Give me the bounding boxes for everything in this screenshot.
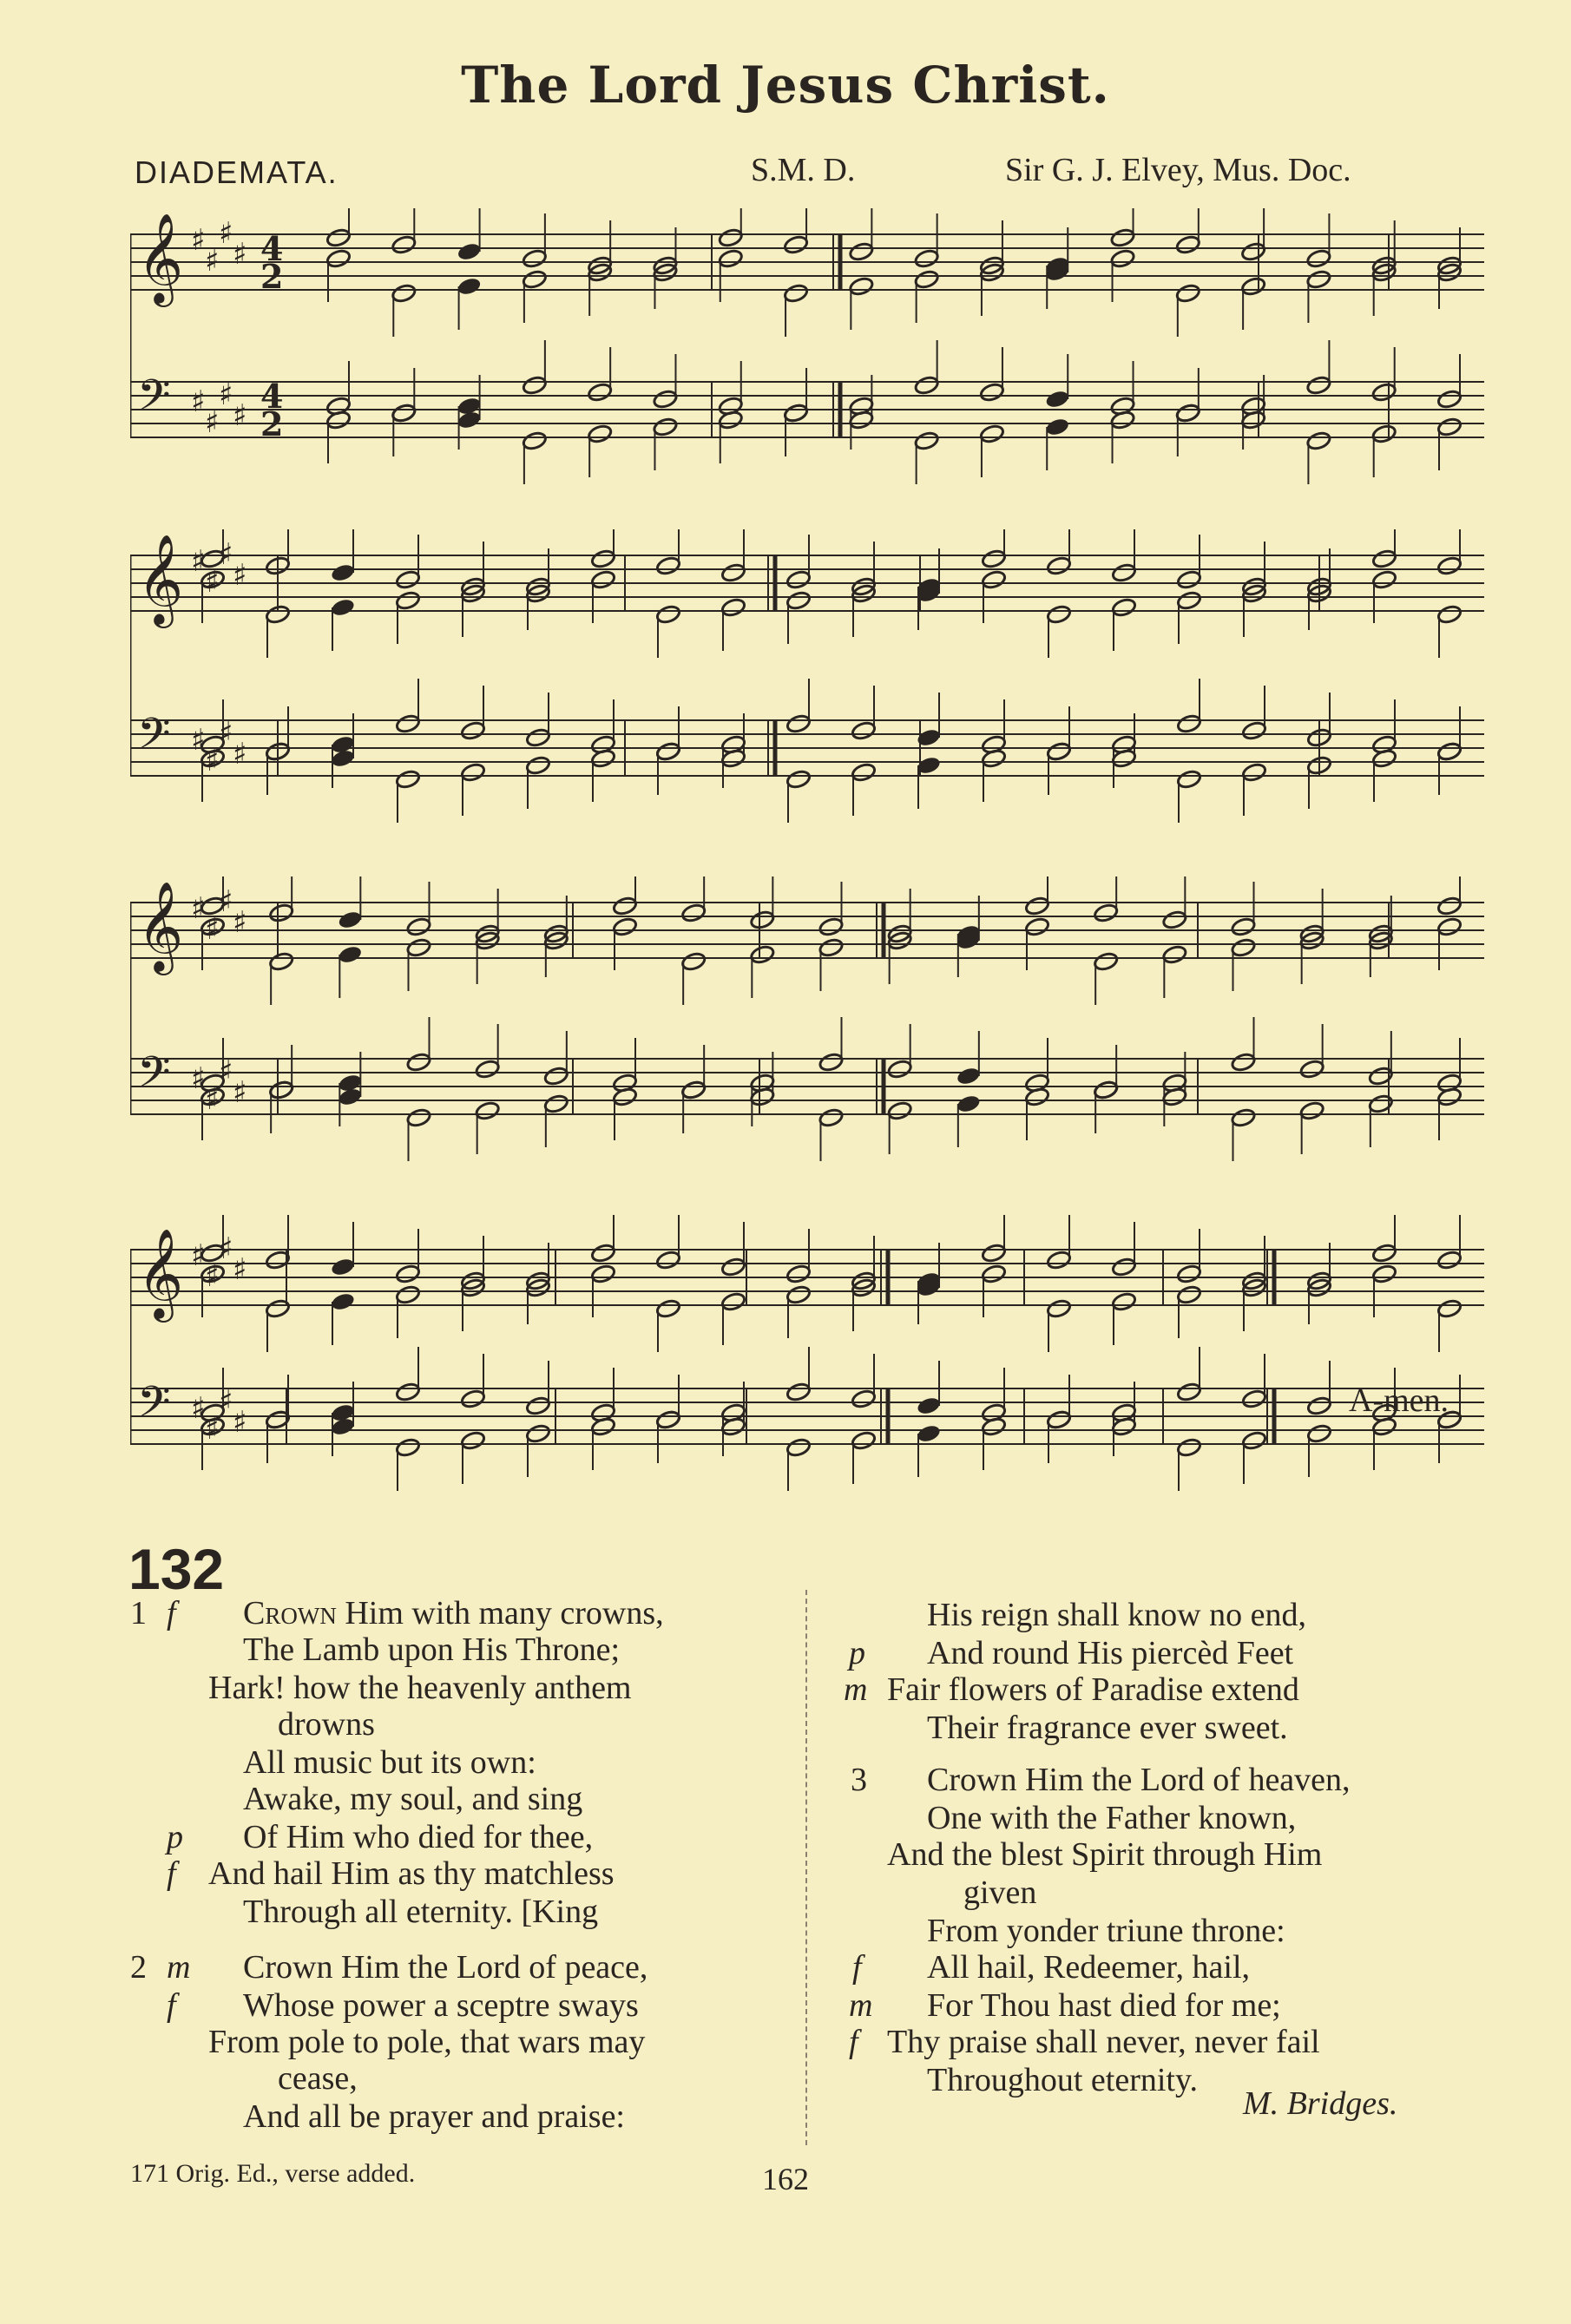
note-head xyxy=(1305,269,1331,290)
note-head xyxy=(268,951,294,972)
note-head xyxy=(1093,903,1119,923)
note-head xyxy=(590,1243,616,1264)
svg-text:𝄞: 𝄞 xyxy=(137,881,184,972)
note-head xyxy=(1231,1052,1257,1073)
note-head xyxy=(391,234,417,255)
dynamic-marking: m xyxy=(849,1987,873,2024)
svg-text:♯: ♯ xyxy=(205,1259,220,1294)
svg-text:♯: ♯ xyxy=(219,216,233,251)
verses-right-column xyxy=(833,1597,1493,2098)
svg-text:♯: ♯ xyxy=(233,398,247,433)
svg-text:♯: ♯ xyxy=(191,891,206,926)
note-head xyxy=(1305,248,1331,269)
note-head xyxy=(1231,916,1257,937)
verse-line: cease, xyxy=(278,2060,358,2097)
verse-number: 1 xyxy=(130,1595,147,1631)
note-head xyxy=(406,1052,432,1073)
verse-line: Crown Him the Lord of heaven, xyxy=(927,1762,1351,1798)
note-head xyxy=(1231,1107,1257,1128)
note-head xyxy=(786,1437,812,1458)
note-head xyxy=(475,1059,501,1080)
note-head xyxy=(1436,916,1463,937)
note-head xyxy=(406,1107,432,1128)
note-head xyxy=(1305,430,1331,451)
note-head xyxy=(851,1430,877,1451)
note-head xyxy=(1436,417,1463,437)
music-system-4 xyxy=(130,1215,1484,1536)
column-divider xyxy=(805,1590,807,2145)
note-head xyxy=(1436,1298,1463,1319)
svg-text:♯: ♯ xyxy=(191,384,206,419)
hymn-number: 132 xyxy=(128,1537,225,1601)
verse-line: Hark! how the heavenly anthem xyxy=(208,1670,632,1706)
note-head xyxy=(749,909,775,930)
note-head xyxy=(1241,1430,1267,1451)
note-head xyxy=(783,283,809,304)
note-head xyxy=(460,1430,486,1451)
note-head xyxy=(265,604,291,625)
music-system-2 xyxy=(130,529,1484,824)
note-head xyxy=(587,382,613,403)
music-system-3 xyxy=(130,876,1484,1172)
verse-line: Crown Him with many crowns, xyxy=(243,1595,664,1631)
note-head xyxy=(680,1080,707,1100)
svg-text:4: 4 xyxy=(260,229,284,268)
note-head xyxy=(1093,951,1119,972)
note-head xyxy=(680,903,707,923)
note-head xyxy=(525,755,551,776)
note-head xyxy=(720,1257,746,1277)
note-head xyxy=(460,1388,486,1409)
svg-text:𝄢: 𝄢 xyxy=(137,1377,171,1438)
note-head xyxy=(1371,548,1397,569)
note-head xyxy=(653,417,679,437)
dynamic-marking: f xyxy=(167,1595,176,1631)
svg-text:𝄢: 𝄢 xyxy=(137,1047,171,1108)
svg-text:2: 2 xyxy=(260,257,284,296)
note-head xyxy=(395,1382,421,1402)
note-head xyxy=(786,1284,812,1305)
dynamic-marking: f xyxy=(849,2024,858,2060)
note-head xyxy=(1176,713,1202,734)
note-head xyxy=(979,423,1005,444)
note-head xyxy=(460,720,486,741)
note-head xyxy=(1371,1264,1397,1284)
note-head xyxy=(590,1264,616,1284)
svg-text:♯: ♯ xyxy=(219,537,233,572)
note-head xyxy=(590,548,616,569)
svg-text:♯: ♯ xyxy=(233,558,247,593)
note-head xyxy=(1368,1066,1394,1087)
note-head xyxy=(718,227,744,248)
note-head xyxy=(1368,1093,1394,1114)
svg-text:♯: ♯ xyxy=(191,723,206,758)
note-head xyxy=(851,1388,877,1409)
note-head xyxy=(1176,1437,1202,1458)
svg-text:♯: ♯ xyxy=(191,223,206,258)
note-head xyxy=(1176,569,1202,590)
note-head xyxy=(330,1291,356,1312)
note-head xyxy=(720,1291,746,1312)
note-head xyxy=(914,430,940,451)
svg-text:♯: ♯ xyxy=(191,1391,206,1426)
note-head xyxy=(1093,1080,1119,1100)
svg-text:♯: ♯ xyxy=(219,716,233,751)
svg-text:♯: ♯ xyxy=(233,1252,247,1287)
verse-line: From pole to pole, that wars may xyxy=(208,2024,646,2060)
note-head xyxy=(1046,1250,1072,1270)
svg-text:♯: ♯ xyxy=(219,884,233,919)
verse-line: All hail, Redeemer, hail, xyxy=(927,1949,1251,1986)
verse-line: And all be prayer and praise: xyxy=(243,2098,625,2135)
note-head xyxy=(655,1409,681,1430)
note-head xyxy=(1436,389,1463,410)
note-head xyxy=(1046,1409,1072,1430)
note-head xyxy=(818,916,845,937)
note-head xyxy=(1161,944,1187,965)
svg-text:♯: ♯ xyxy=(205,565,220,600)
note-head xyxy=(783,403,809,423)
note-head xyxy=(981,548,1007,569)
svg-text:♯: ♯ xyxy=(233,905,247,940)
note-head xyxy=(325,227,352,248)
note-head xyxy=(720,597,746,618)
note-head xyxy=(1175,283,1201,304)
svg-text:♯: ♯ xyxy=(233,1075,247,1110)
verse-line: Through all eternity. [King xyxy=(243,1894,599,1930)
verse-line: For Thou hast died for me; xyxy=(927,1987,1281,2024)
verse-number: 2 xyxy=(130,1949,147,1986)
note-head xyxy=(655,555,681,576)
note-head xyxy=(1306,1395,1332,1416)
note-head xyxy=(337,909,363,930)
note-head xyxy=(1044,389,1070,410)
note-head xyxy=(612,896,638,916)
composer: Sir G. J. Elvey, Mus. Doc. xyxy=(1005,152,1351,188)
note-head xyxy=(1176,1264,1202,1284)
page-number: 162 xyxy=(762,2162,809,2196)
dynamic-marking: p xyxy=(167,1819,183,1855)
note-head xyxy=(655,741,681,762)
note-head xyxy=(1176,1382,1202,1402)
amen-label: A-men. xyxy=(1349,1382,1449,1419)
meter: S.M. D. xyxy=(751,152,856,188)
verse-line: One with the Father known, xyxy=(927,1800,1297,1836)
note-head xyxy=(590,569,616,590)
note-head xyxy=(981,1243,1007,1264)
note-head xyxy=(1175,234,1201,255)
dynamic-marking: f xyxy=(167,1855,176,1892)
note-head xyxy=(1175,403,1201,423)
svg-text:♯: ♯ xyxy=(191,544,206,579)
note-head xyxy=(475,1100,501,1121)
svg-text:♯: ♯ xyxy=(233,237,247,272)
verse-line: His reign shall know no end, xyxy=(927,1597,1306,1633)
svg-text:♯: ♯ xyxy=(205,244,220,279)
verse-line: given xyxy=(963,1874,1037,1911)
note-head xyxy=(1240,241,1266,262)
note-head xyxy=(406,916,432,937)
svg-text:2: 2 xyxy=(260,404,284,443)
note-head xyxy=(718,248,744,269)
note-head xyxy=(786,590,812,611)
verse-line: Throughout eternity. xyxy=(927,2062,1199,2098)
verse-line: And round His piercèd Feet xyxy=(927,1635,1294,1671)
note-head xyxy=(1436,896,1463,916)
note-head xyxy=(848,241,874,262)
note-head xyxy=(786,769,812,790)
verse-line: From yonder triune throne: xyxy=(927,1913,1285,1949)
note-head xyxy=(395,1437,421,1458)
note-head xyxy=(543,1066,569,1087)
note-head xyxy=(395,713,421,734)
note-head xyxy=(786,569,812,590)
note-head xyxy=(1046,604,1072,625)
svg-text:♯: ♯ xyxy=(191,1238,206,1273)
note-head xyxy=(979,382,1005,403)
dynamic-marking: f xyxy=(852,1949,862,1986)
note-head xyxy=(786,713,812,734)
note-head xyxy=(851,762,877,783)
note-head xyxy=(1046,1298,1072,1319)
verse-line: drowns xyxy=(278,1706,375,1743)
note-head xyxy=(786,1264,812,1284)
note-head xyxy=(395,769,421,790)
music-system-1 xyxy=(130,208,1484,486)
note-head xyxy=(981,1264,1007,1284)
note-head xyxy=(395,590,421,611)
note-head xyxy=(406,937,432,958)
svg-text:♯: ♯ xyxy=(205,744,220,778)
note-head xyxy=(395,1284,421,1305)
note-head xyxy=(1299,1059,1325,1080)
note-head xyxy=(1305,375,1331,396)
page-title: The Lord Jesus Christ. xyxy=(461,56,1110,115)
note-head xyxy=(587,423,613,444)
note-head xyxy=(265,1298,291,1319)
treble-staff xyxy=(130,881,1484,975)
svg-text:♯: ♯ xyxy=(219,377,233,412)
note-head xyxy=(655,1298,681,1319)
note-head xyxy=(749,944,775,965)
svg-text:♯: ♯ xyxy=(219,1231,233,1266)
note-head xyxy=(1046,555,1072,576)
svg-text:♯: ♯ xyxy=(219,1054,233,1089)
note-head xyxy=(1371,382,1397,403)
note-head xyxy=(1436,741,1463,762)
note-head xyxy=(1231,937,1257,958)
verse-line: The Lamb upon His Throne; xyxy=(243,1631,621,1668)
tune-name: DIADEMATA. xyxy=(135,154,339,190)
note-head xyxy=(956,1093,982,1114)
note-head xyxy=(1024,916,1050,937)
note-head xyxy=(522,248,548,269)
note-head xyxy=(337,944,363,965)
note-head xyxy=(981,569,1007,590)
bass-staff xyxy=(130,1047,1484,1117)
note-head xyxy=(1436,1250,1463,1270)
svg-text:𝄞: 𝄞 xyxy=(137,1228,184,1319)
note-head xyxy=(818,937,845,958)
note-head xyxy=(460,762,486,783)
verse-line: And hail Him as thy matchless xyxy=(208,1855,615,1892)
note-head xyxy=(1111,562,1137,583)
note-head xyxy=(391,283,417,304)
note-head xyxy=(1306,1423,1332,1444)
note-head xyxy=(818,1107,845,1128)
svg-text:4: 4 xyxy=(260,377,284,416)
dynamic-marking: f xyxy=(167,1987,176,2024)
note-head xyxy=(543,1093,569,1114)
verse-line: And the blest Spirit through Him xyxy=(887,1836,1323,1873)
svg-text:♯: ♯ xyxy=(205,1082,220,1117)
note-head xyxy=(786,1382,812,1402)
svg-text:♯: ♯ xyxy=(205,405,220,440)
note-head xyxy=(330,1257,356,1277)
svg-text:♯: ♯ xyxy=(233,1405,247,1440)
svg-text:𝄢: 𝄢 xyxy=(137,709,171,770)
note-head xyxy=(395,1264,421,1284)
verse-line: Fair flowers of Paradise extend xyxy=(887,1671,1299,1708)
note-head xyxy=(916,1395,942,1416)
note-head xyxy=(914,269,940,290)
note-head xyxy=(887,1100,913,1121)
note-head xyxy=(522,269,548,290)
verse-line: Crown Him the Lord of peace, xyxy=(243,1949,648,1986)
note-head xyxy=(1024,896,1050,916)
note-head xyxy=(1046,741,1072,762)
note-head xyxy=(1110,248,1136,269)
verse-line: Awake, my soul, and sing xyxy=(243,1781,583,1817)
svg-text:♯: ♯ xyxy=(219,1384,233,1419)
note-head xyxy=(1371,1243,1397,1264)
note-head xyxy=(956,1066,982,1087)
note-head xyxy=(1110,227,1136,248)
verse-number: 3 xyxy=(851,1762,867,1798)
note-head xyxy=(1241,762,1267,783)
note-head xyxy=(612,916,638,937)
note-head xyxy=(1161,909,1187,930)
svg-text:𝄢: 𝄢 xyxy=(137,371,171,431)
note-head xyxy=(1241,720,1267,741)
svg-text:𝄞: 𝄞 xyxy=(137,213,184,304)
note-head xyxy=(525,727,551,748)
author: M. Bridges. xyxy=(1243,2085,1398,2122)
verses-left-column xyxy=(130,1595,799,2150)
note-head xyxy=(1044,417,1070,437)
note-head xyxy=(655,604,681,625)
verse-line: Thy praise shall never, never fail xyxy=(887,2024,1320,2060)
note-head xyxy=(680,951,707,972)
note-head xyxy=(1241,1388,1267,1409)
note-head xyxy=(1176,1284,1202,1305)
note-head xyxy=(1436,555,1463,576)
note-head xyxy=(1176,590,1202,611)
note-head xyxy=(1111,1257,1137,1277)
note-head xyxy=(330,597,356,618)
verse-line: All music but its own: xyxy=(243,1744,536,1781)
note-head xyxy=(325,248,352,269)
note-head xyxy=(268,1080,294,1100)
note-head xyxy=(653,389,679,410)
note-head xyxy=(330,562,356,583)
note-head xyxy=(395,569,421,590)
note-head xyxy=(1176,769,1202,790)
footnote: 171 Orig. Ed., verse added. xyxy=(130,2159,416,2188)
note-head xyxy=(914,248,940,269)
note-head xyxy=(1240,276,1266,297)
svg-text:♯: ♯ xyxy=(191,1061,206,1096)
verse-line: Of Him who died for thee, xyxy=(243,1819,594,1855)
note-head xyxy=(391,403,417,423)
note-head xyxy=(525,1395,551,1416)
note-head xyxy=(887,1059,913,1080)
dynamic-marking: p xyxy=(849,1635,865,1671)
note-head xyxy=(851,720,877,741)
note-head xyxy=(525,1423,551,1444)
note-head xyxy=(1371,569,1397,590)
note-head xyxy=(522,375,548,396)
note-head xyxy=(457,276,483,297)
verse-line: Their fragrance ever sweet. xyxy=(927,1710,1288,1746)
note-head xyxy=(916,1423,942,1444)
note-head xyxy=(1111,1291,1137,1312)
svg-text:♯: ♯ xyxy=(205,1412,220,1447)
note-head xyxy=(848,276,874,297)
note-head xyxy=(457,241,483,262)
note-head xyxy=(818,1052,845,1073)
verse-line: Whose power a sceptre sways xyxy=(243,1987,639,2024)
note-head xyxy=(1299,1100,1325,1121)
svg-text:♯: ♯ xyxy=(233,737,247,771)
svg-text:♯: ♯ xyxy=(205,912,220,947)
note-head xyxy=(1111,597,1137,618)
dynamic-marking: m xyxy=(844,1671,868,1708)
note-head xyxy=(268,903,294,923)
note-head xyxy=(1371,423,1397,444)
note-head xyxy=(655,1250,681,1270)
note-head xyxy=(522,430,548,451)
note-head xyxy=(720,562,746,583)
note-head xyxy=(783,234,809,255)
dynamic-marking: m xyxy=(167,1949,191,1986)
note-head xyxy=(1436,604,1463,625)
svg-text:𝄞: 𝄞 xyxy=(137,534,184,625)
note-head xyxy=(914,375,940,396)
